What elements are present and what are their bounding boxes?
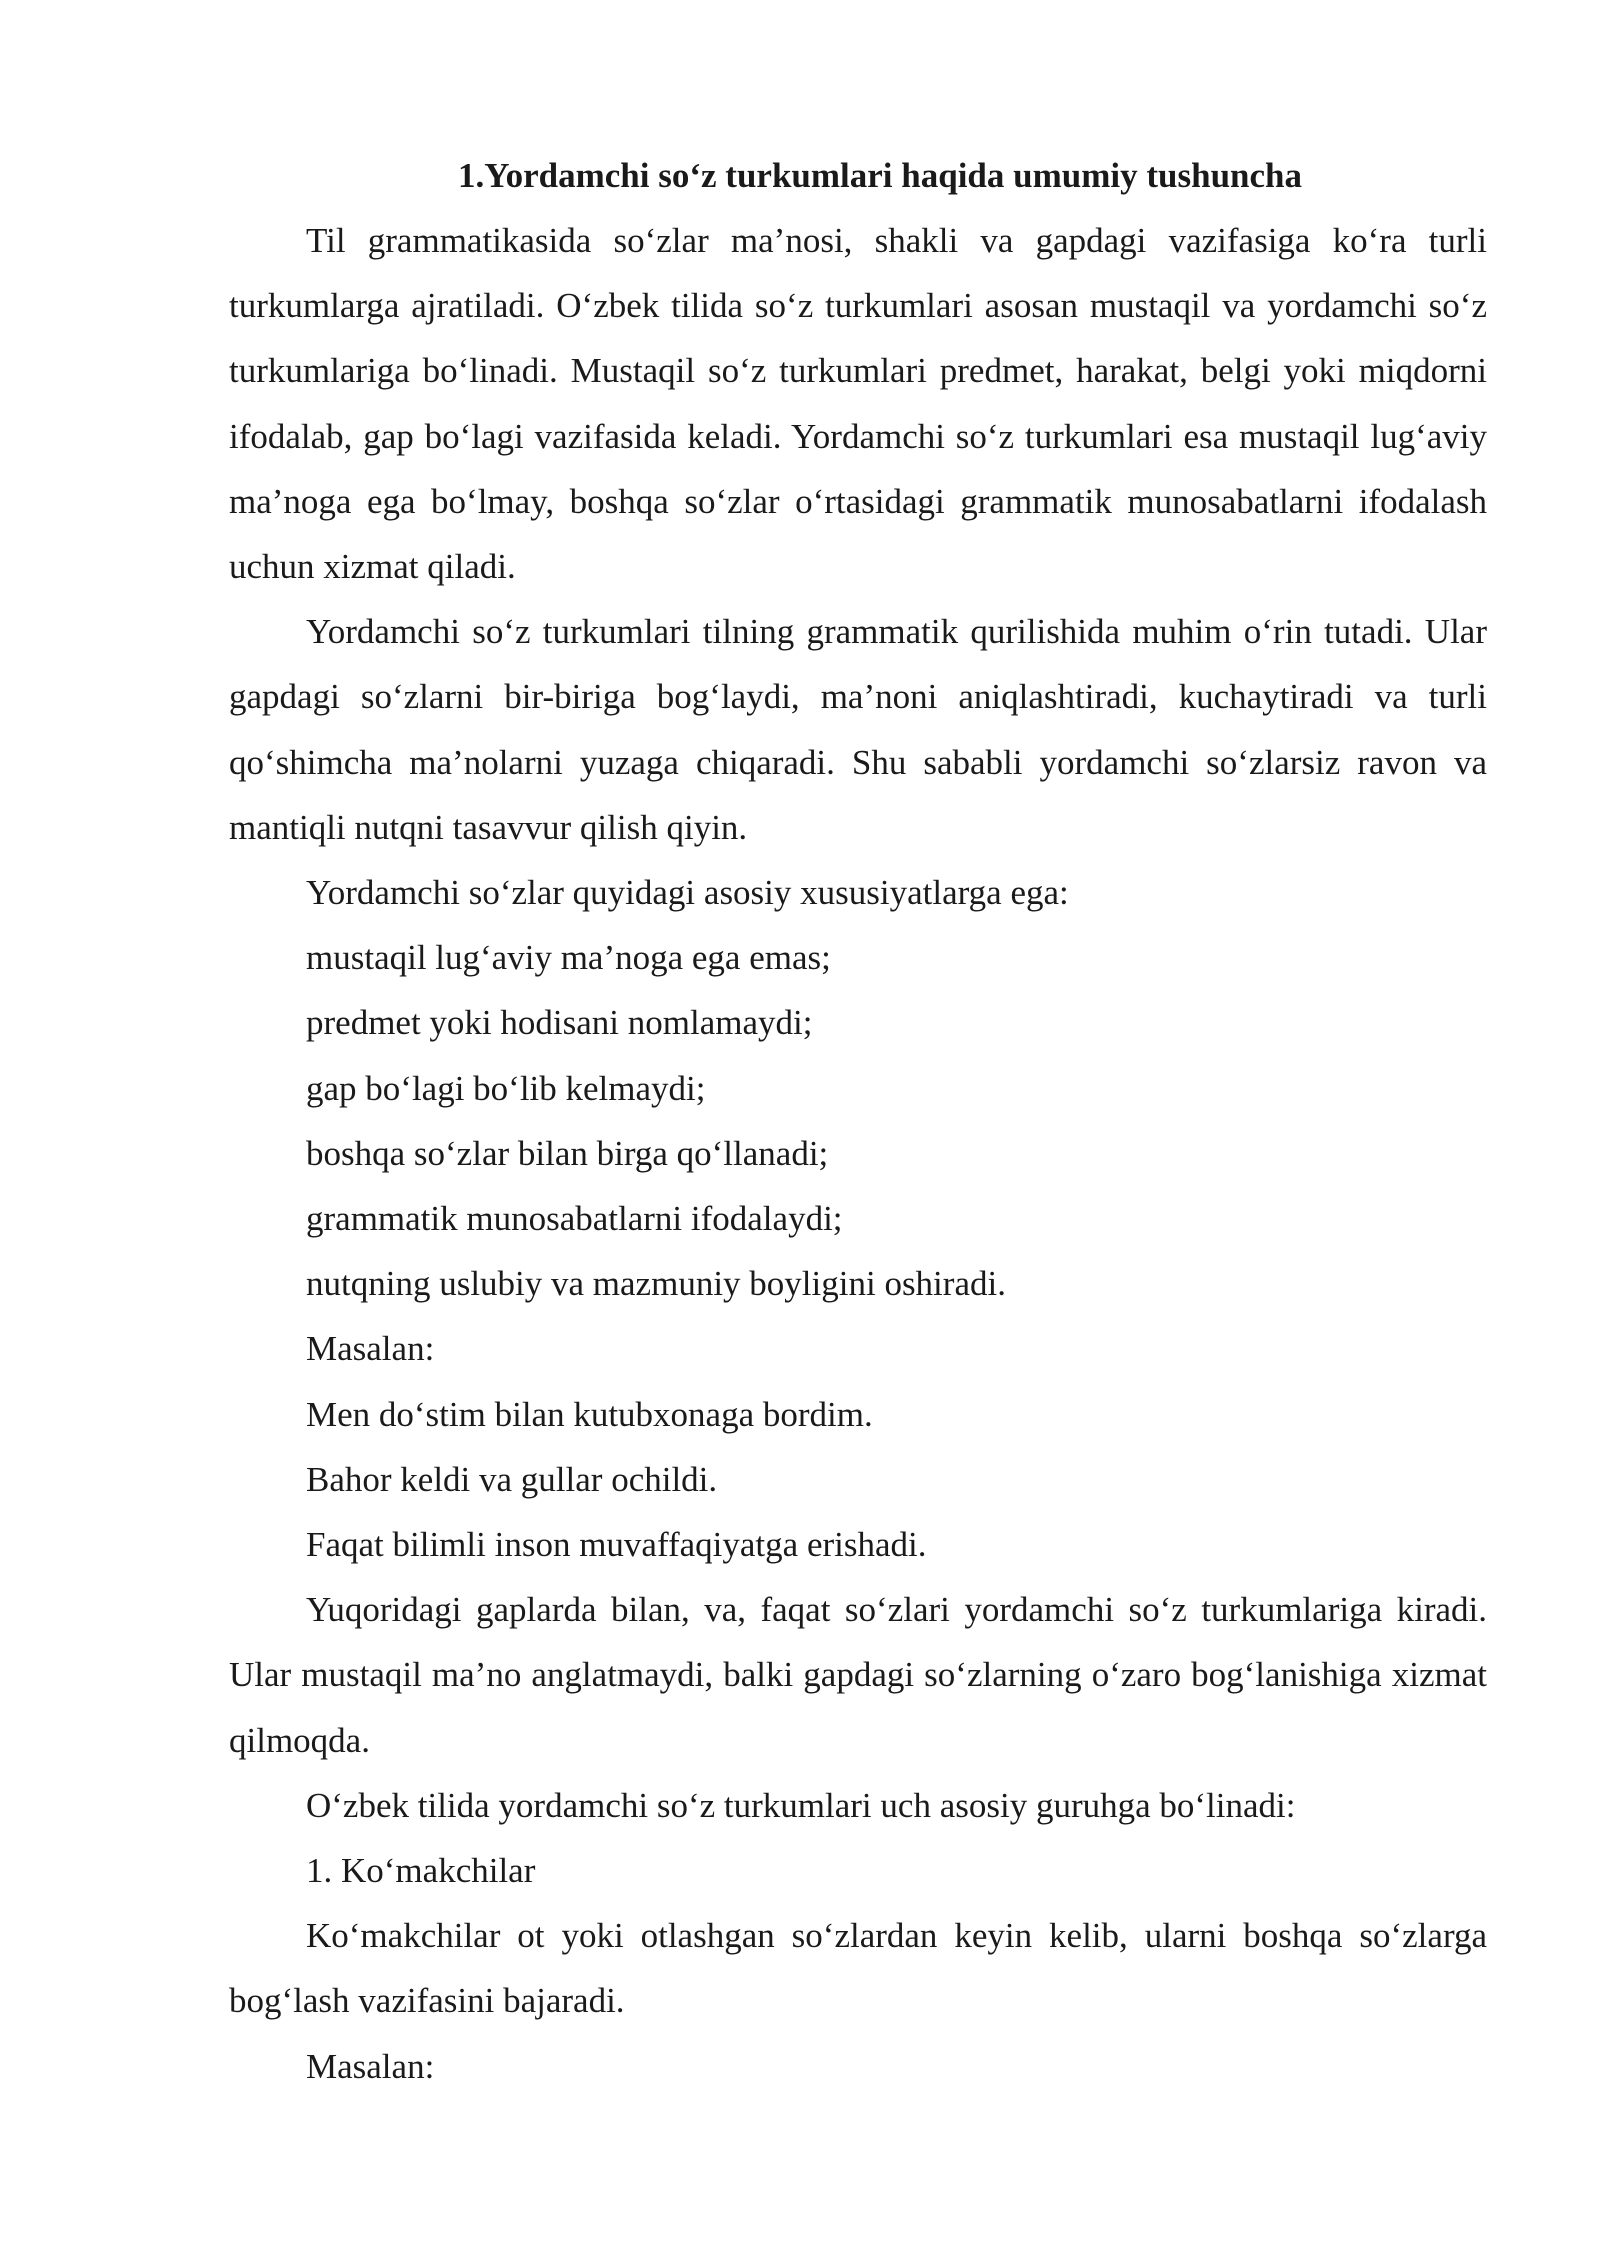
example-label: Masalan: [306,1329,435,1369]
paragraph-komakchilar: Ko‘makchilar ot yoki otlashgan so‘zlardan keyin kelib, ularni boshqa so‘zlarga bog‘lash vazifasini bajaradi. [229,1916,1487,2021]
example-label: Masalan: [306,2046,435,2086]
paragraph-intro: Til grammatikasida so‘zlar ma’nosi, shakli va gapdagi vazifasiga ko‘ra turli turkumlarga ajratiladi. O‘zbek tilida so‘z turkumlari asosan mustaqil va yordamchi so‘z turkumlariga bo‘linadi. Mustaqil so‘z turkumlari predmet, harakat, belgi yoki miqdorni ifodalab, gap bo‘lagi vazifasida keladi. Yordamchi so‘z turkumlari esa mustaqil lug‘aviy ma’noga ega bo‘lmay, boshqa so‘zlar o‘rtasidagi grammatik munosabatlarni ifodalash uchun xizmat qiladi. [229,221,1487,587]
feature-item: grammatik munosabatlarni ifodalaydi; [306,1199,843,1239]
document-title: 1.Yordamchi so‘z turkumlari haqida umumiy tushuncha [457,156,1303,195]
feature-item: predmet yoki hodisani nomlamaydi; [306,1003,813,1043]
example-sentence: Men do‘stim bilan kutubxonaga bordim. [306,1394,873,1434]
groups-intro: O‘zbek tilida yordamchi so‘z turkumlari uch asosiy guruhga bo‘linadi: [306,1785,1296,1825]
document-page [229,143,1487,2099]
section-heading: 1. Ko‘makchilar [306,1851,536,1891]
paragraph-explanation: Yuqoridagi gaplarda bilan, va, faqat so‘zlari yordamchi so‘z turkumlariga kiradi. Ular mustaqil ma’no anglatmaydi, balki gapdagi so‘zlarning o‘zaro bog‘lanishiga xizmat qilmoqda. [229,1590,1487,1760]
feature-item: mustaqil lug‘aviy ma’noga ega emas; [306,938,831,978]
feature-item: gap bo‘lagi bo‘lib kelmaydi; [306,1068,706,1108]
example-sentence: Bahor keldi va gullar ochildi. [306,1459,718,1499]
feature-item: nutqning uslubiy va mazmuniy boyligini oshiradi. [306,1264,1006,1304]
paragraph-role: Yordamchi so‘z turkumlari tilning grammatik qurilishida muhim o‘rin tutadi. Ular gapdagi so‘zlarni bir-biriga bog‘laydi, ma’noni aniqlashtiradi, kuchaytiradi va turli qo‘shimcha ma’nolarni yuzaga chiqaradi. Shu sababli yordamchi so‘zlarsiz ravon va mantiqli nutqni tasavvur qilish qiyin. [229,612,1487,847]
feature-item: boshqa so‘zlar bilan birga qo‘llanadi; [306,1133,829,1173]
example-sentence: Faqat bilimli inson muvaffaqiyatga erishadi. [306,1525,927,1565]
features-intro: Yordamchi so‘zlar quyidagi asosiy xususiyatlarga ega: [306,873,1069,913]
